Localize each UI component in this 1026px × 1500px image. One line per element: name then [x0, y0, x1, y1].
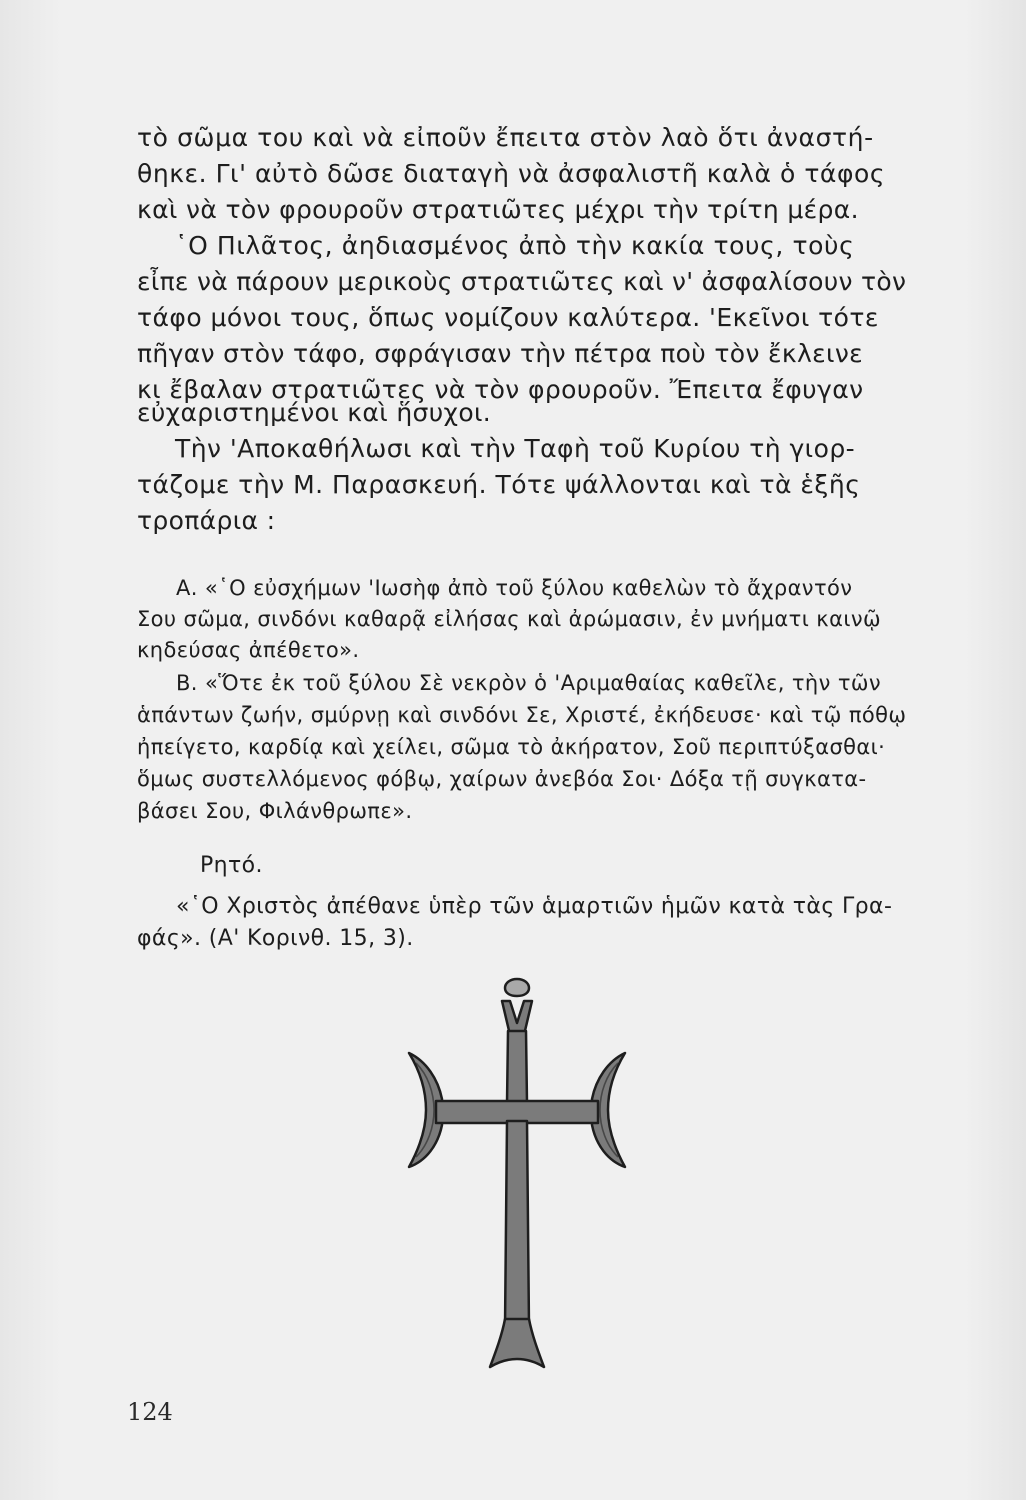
hymn-line: κηδεύσας ἀπέθετο». [137, 638, 360, 662]
body-line: εὐχαριστημένοι καὶ ἥσυχοι. [137, 398, 492, 427]
hymn-line: Σου σῶμα, σινδόνι καθαρᾷ εἰλήσας καὶ ἀρώμασιν, ἐν μνήματι καινῷ [137, 607, 881, 631]
reading-line: φάς». (Α' Κορινθ. 15, 3). [137, 926, 414, 951]
hymn-line: Β. «Ὅτε ἐκ τοῦ ξύλου Σὲ νεκρὸν ὁ 'Αριμαθαίας καθεῖλε, τὴν τῶν [176, 671, 881, 695]
body-line: τάφο μόνοι τους, ὅπως νομίζουν καλύτερα. 'Εκεῖνοι τότε [137, 303, 879, 332]
body-line: θηκε. Γι' αὐτὸ δῶσε διαταγὴ νὰ ἀσφαλιστῆ καλὰ ὁ τάφος [137, 159, 886, 188]
body-line: πῆγαν στὸν τάφο, σφράγισαν τὴν πέτρα ποὺ τὸν ἔκλεινε [137, 339, 863, 368]
body-line: τάζομε τὴν Μ. Παρασκευή. Τότε ψάλλονται καὶ τὰ ἑξῆς [137, 470, 861, 499]
body-line: κι ἔβαλαν στρατιῶτες νὰ τὸν φρουροῦν. Ἔπειτα ἔφυγαν [137, 375, 864, 404]
hymn-line: ἁπάντων ζωήν, σμύρνῃ καὶ σινδόνι Σε, Χριστέ, ἐκήδευσε· καὶ τῷ πόθῳ [137, 703, 907, 727]
body-line: καὶ νὰ τὸν φρουροῦν στρατιῶτες μέχρι τὴν τρίτη μέρα. [137, 195, 859, 224]
body-line: τροπάρια : [137, 506, 276, 535]
hymn-line: ἠπείγετο, καρδίᾳ καὶ χείλει, σῶμα τὸ ἀκήρατον, Σοῦ περιπτύξασθαι· [137, 735, 886, 759]
reading-line: «῾Ο Χριστὸς ἀπέθανε ὑπὲρ τῶν ἁμαρτιῶν ἡμῶν κατὰ τὰς Γρα- [176, 894, 893, 919]
hymn-line: Α. «῾Ο εὐσχήμων 'Ιωσὴφ ἀπὸ τοῦ ξύλου καθελὼν τὸ ἄχραντόν [176, 576, 853, 600]
reading-heading: Ρητό. [200, 853, 263, 878]
body-line: τὸ σῶμα του καὶ νὰ εἰποῦν ἔπειτα στὸν λαὸ ὅτι ἀναστή- [137, 123, 874, 152]
cross-icon [398, 975, 636, 1375]
body-line: Τὴν 'Αποκαθήλωσι καὶ τὴν Ταφὴ τοῦ Κυρίου τὴ γιορ- [175, 434, 856, 463]
body-line: εἶπε νὰ πάρουν μερικοὺς στρατιῶτες καὶ ν' ἀσφαλίσουν τὸν [137, 267, 907, 296]
hymn-line: βάσει Σου, Φιλάνθρωπε». [137, 799, 413, 823]
page-number: 124 [127, 1398, 173, 1426]
body-line: ῾Ο Πιλᾶτος, ἀηδιασμένος ἀπὸ τὴν κακία τους, τοὺς [175, 231, 855, 260]
hymn-line: ὅμως συστελλόμενος φόβῳ, χαίρων ἀνεβόα Σοι· Δόξα τῇ συγκατα- [137, 767, 867, 791]
